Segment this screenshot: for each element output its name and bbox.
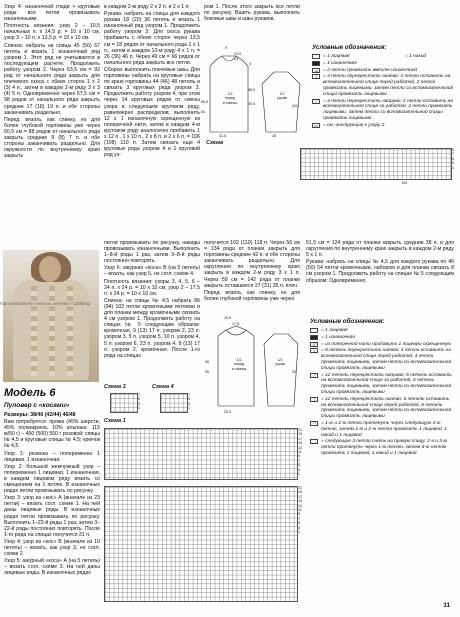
pattern-4: Узор 4: узор из «кос» В (вначале из 10 петель) – вязать, как узор 3, но согл. схеме 2. xyxy=(4,538,100,558)
text-column-bottom-right-b xyxy=(306,240,454,296)
pattern-ref-icon: ▭ xyxy=(312,123,320,128)
pattern-1: Узор 1: резинка – попеременно 1 лицевая, 1 изнаночная. xyxy=(4,450,100,463)
model-title: Модель 6 xyxy=(4,387,56,399)
cross-right-icon: ╱ xyxy=(312,99,320,104)
paragraph: Спинка: на спицы № 4,5 набрать 86 (94) 102 петли кромочными петлями и для планки между кромочными связать 4 см узором 1. Продолжить работу на спицах № 5 следующим образом: кромочная, 9 (13) 17 п. узором 2, 23 п. узором 3, 5 п. узором 5, 10 п. узором 4, 5 п. узором 6, 23 п. узором 4, 9 (13) 17 п. узором 2, кромочная. После 1-го ряда на спицах xyxy=(104,297,200,359)
paragraph: в каждом 2-м ряду 2 x 2 п. и 2 x 1 п. xyxy=(104,4,190,10)
schema-top-front-label: 1/2 перед и спинка xyxy=(222,92,238,105)
chart-ms-label: MS xyxy=(402,181,408,185)
legend-row: ⊿ = 2 петли провязать вместе изнаночной xyxy=(312,68,454,74)
legend-row: = 1 лицевая xyxy=(310,328,452,334)
paragraph: Узор 6: ажурная «коса» В (на 5 петель) – вязать, как узор 5, но согл. схеме 4. xyxy=(104,265,200,278)
schema-bottom-dim: 10,5 xyxy=(224,316,231,320)
lace-cable-b-icon: ◡ xyxy=(310,439,318,444)
schema-top-dim: (20) xyxy=(292,104,299,108)
schema-top-sleeve-label: 1/2 рукав xyxy=(277,92,287,101)
schema-2-chart xyxy=(104,486,298,602)
schema-top-dim: 13,5 xyxy=(234,52,241,56)
paragraph: Перед: вязать, как спинку, но для более глубокой горловины уже через xyxy=(204,289,300,302)
watermark-url: http://www.liveinternet.ru/users/4657118/blog/ xyxy=(0,301,91,306)
schema-top-label: Схема xyxy=(206,140,224,146)
text-column-model xyxy=(4,412,100,608)
schema-bottom-front: 1/2 перед и спинка xyxy=(231,358,247,371)
schema-4-chart xyxy=(160,393,188,413)
schema-4-label: Схема 4 xyxy=(152,384,174,390)
model-subtitle: Пуловер с «косами» xyxy=(4,402,70,409)
schema-top-dim: 4 xyxy=(249,62,251,66)
schema-bottom-dim: 23,5 xyxy=(224,410,231,414)
top-legend xyxy=(312,54,454,130)
text-column-top-right xyxy=(204,4,300,44)
schema-top-dim: 60,5 xyxy=(201,100,208,104)
legend-row: ╲ = 8 петель перекрестить налево: 4 петли оставить на вспомогательной спице перед работой, 4 петли провязать лицевыми, затем петли со вспомогательной спицы провязать лицевыми xyxy=(310,348,452,371)
purl-symbol-icon xyxy=(312,61,320,66)
small-chart-rows: 9 7 5 3 1 xyxy=(452,148,454,170)
legend-row: ╲ = 12 петель перекрестить налево: 6 петель оставить на вспомогательной спице перед работой, 6 петель провязать лицевыми, затем петли со вспомогательной спицы провязать лицевыми xyxy=(310,397,452,420)
paragraph: Перед: вязать, как спинку, но для более глубокой горловины уже через 60,5 см = 88 рядов от начального ряда закрыть средние 9 (8) 7 п. и обе стороны заканчивать раздельно. Для окружности по внутреннему краю закрыть xyxy=(4,116,100,160)
schema-top-dim: 9 xyxy=(225,46,227,50)
schema-1-label: Схема 1 xyxy=(104,418,126,424)
schema-top-dim: 13 xyxy=(234,57,238,61)
text-column-top-left xyxy=(4,4,100,242)
paragraph: 51,5 см = 124 ряда от планки закрыть средние 38 п. и для округления по внутреннему краю закрыть в каждом 2-м ряду 5 x 1 п. xyxy=(306,240,454,259)
purl-together-icon: ⊿ xyxy=(312,68,320,73)
legend-row: ╱ = 4 петли перекрестить направо: 2 петли оставить на вспомогательной спице за работой, 2 петли провязать лицевыми, затем петли со вспомогательной спицы провязать лицевыми xyxy=(312,99,454,122)
bottom-legend-title: Условные обозначения: xyxy=(310,318,385,325)
schema-top-dim: 64 xyxy=(201,110,205,114)
pattern-3: Узор 3: узор из «кос» А (вначале из 23 петли) – вязать согл. схеме 1. На ней даны лицевые ряды. В изнаночных рядах петли провязывать по рисунку. Выполнить 1–22-й ряды 1 раз, затем 3–22-й ряды постоянно повторять. После 1-го ряда на спицах получится 31 п. xyxy=(4,495,100,538)
schema-4-rows: 7 5 3 1 xyxy=(188,393,190,411)
nakid-legend: = 1 накид xyxy=(405,54,427,59)
schema-top-dim: 58,5 xyxy=(248,88,255,92)
schema-bottom-dim: 33 xyxy=(292,370,296,374)
legend-row: = 1 изнаночная xyxy=(310,335,452,341)
legend-row: Ⓡ = из поперечной нити прибавить 1 лицевую скрещенную xyxy=(312,341,452,347)
sizes-line: Размеры: 38/40 (42/44) 46/48 xyxy=(4,412,76,418)
paragraph: петли провязывать по рисунку, накиды провязывать изнаночными. Выполнить 1–8-й ряды 1 раз, затем 3–8-й ряды постоянно повторять. xyxy=(104,240,200,265)
paragraph: Плотность вязания: узоры 3, 4, 5, 6 – 24 п. x 24 р. = 10 x 10 см; узор 2 – 17,5 п. x 24 р. = 10 x 10 см. xyxy=(104,278,200,297)
lace-cable-a-icon: ◠ xyxy=(310,421,318,426)
knit-symbol-icon xyxy=(310,328,318,333)
schema-3-chart xyxy=(110,393,138,413)
legend-row: ◡ = следующие 3 петли снять на правую спицу, 2-я и 3-ю петли протянуть через 1-ю петлю, затем 3-ю петлю провязать 1 лицевой, 1 накид и 1 лицевой xyxy=(310,439,452,456)
cross-12-right-icon: ╱ xyxy=(310,373,318,378)
paragraph: Сборка: выполнить плечевые швы. Для горловины набрать на круговые спицы по краю горловины 44 (46) 48 петель и связать 3 круговых ряда узором 3. Продолжить работу узором 4, при этом через 14 круговых рядов от смены узора в следующем круговом ряду, равномерно распределив, выполнить 12 x 1 изнаночную скрещенную из поперечной нити, затем в каждом 4-м круговом ряду аналогично прибавить 1 x 12 п., 1 x 10 п., 2 x 8 п. и 2 x 6 п. = 106 (108) 110 п. Затем связать еще 4 круговых ряда узором 4 и 1 круговой ряд уз- xyxy=(104,66,200,159)
text-column-bottom-mid xyxy=(104,240,200,380)
text-column-bottom-right-a xyxy=(204,240,300,316)
schema-top-dim: 18 xyxy=(272,134,276,138)
cross-left-icon: ╲ xyxy=(312,74,320,79)
knit-symbol-icon xyxy=(312,54,320,59)
schema-bottom-dim: 59 xyxy=(205,370,209,374)
pattern-2: Узор 2: большой жемчужный узор – попеременно 1 лицевая, 1 изнаночная, в каждом лицевом ряду вязать со смещением на 1 петлю. В изнаночных рядах петли провязывать по рисунку. xyxy=(4,463,100,495)
schema-1-rows: 21 19 17 15 13 11 9 7 5 3 1 xyxy=(298,428,302,477)
legend-row: ╲ = 4 петли перекрестить налево: 2 петли оставить на вспомогательной спице перед работой, 2 петли провязать лицевыми, затем петли со вспомогательной спицы провязать лицевыми xyxy=(312,74,454,97)
legend-row: ◠ = 1-ю и 2-ю петли протянуть через следующую 3-ю петлю, затем 1-ю и 2-ю петли провязать 1 лицевой, 1 накид и 1 лицевой xyxy=(310,421,452,438)
schema-bottom-dim: 56 xyxy=(205,360,209,364)
materials: Вам потребуется: пряжа (45% шерсти, 45% полиакрила, 10% альпака; 115 м/50 г) – 450 (500) 550 г розовой; спицы № 4,5 и круговые спицы № 4,5; крючок № 4,5. xyxy=(4,419,100,450)
paragraph: Рукава: набрать на спицы для каждого рукава 18 (20) 36 петель и вязать 1 изнаночный ряд узором 1. Продолжить работу узором 3. Для скоса рукава прибавить с обеих сторон через 13,5 см = 18 рядов от начального ряда 1 x 1 п., затем в каждом 10-м ряду 4 x 1 п. = 26 (36) 46 п. Через 49 см = 66 рядов от начального ряда закрыть все петли. xyxy=(104,11,200,66)
cross-8-left-icon: ╲ xyxy=(310,348,318,353)
legend-row: = 1 лицевая xyxy=(312,54,454,60)
paragraph: получится 102 (110) 118 п. Через 56 см = 134 ряда от планки закрыть для горловины средние 42 п. и обе стороны заканчивать раздельно. Для округления по внутреннему краю закрыть в каждом 2-м ряду 3 x 1 п. Через 59 см = 142 ряда от планки закрыть оставшиеся 27 (31) 35 п. плеч. xyxy=(204,240,300,289)
increase-icon: Ⓡ xyxy=(312,341,316,347)
schema-bottom-sleeve: 1/2 рукав xyxy=(275,358,285,367)
paragraph: Спинка: набрать на спицы 45 (56) 67 петель и вязать 1 изнаночный ряд узором 1. Этот ряд не учитывается в последующем расчете. Продолжить работу узором 2. Через 63,5 см = 92 ряд от начального ряда закрыть для плечевого скоса с обеих сторон 1 x 2 (3) 4 п., затем в каждом 2-м ряду 3 x 3 (4) 5 п. Одновременно через 67,5 см = 98 рядов от начального ряда закрыть средние 17 (18) 19 п. и обе стороны заканчивать раздельно. xyxy=(4,42,100,116)
paragraph: Плотность вязания: узор 2 – 10,5 начальных п. x 14,5 р. = 10 x 10 см, узор 3 – 10 п. x 13,5 р. = 10 x 10 см. xyxy=(4,23,100,42)
page-number: 31 xyxy=(443,603,450,609)
schema-bottom-dim: 17,5 xyxy=(232,322,239,326)
schema-1-chart xyxy=(104,428,298,480)
schema-3-rows: 7 5 3 1 xyxy=(138,393,140,411)
pattern-chart-small xyxy=(300,148,452,180)
schema-3-label: Схема 3 xyxy=(104,384,126,390)
bottom-legend xyxy=(310,328,452,458)
schema-top-dim: 40,5 xyxy=(248,102,255,106)
paragraph: Рукава: набрать на спицы № 4,5 для каждого рукава по 46 (50) 54 петли кромочными, набором и для планки связать 8 см узором 1. Продолжить работу на спицах № 5 следующим образом: Одновременно xyxy=(306,259,454,284)
top-legend-title: Условные обозначения: xyxy=(312,44,387,51)
legend-row: ╱ = 12 петель перекрестить направо: 6 петель оставить на вспомогательной спице за работой, 6 петель провязать лицевыми, затем петли со вспомогательной спицы провязать лицевыми xyxy=(310,373,452,396)
text-column-top-mid xyxy=(104,4,200,242)
model-photo xyxy=(3,250,99,382)
purl-symbol-icon xyxy=(310,335,318,340)
paragraph: ром 1. После этого закрыть все петли по рисунку. Вшить рукава, выполнить боковые швы и швы рукавов. xyxy=(204,4,300,23)
paragraph: Узор 4: изнаночной глади + круговые ряды: все петли провязывать изнаночными. xyxy=(4,4,100,23)
schema-2-rows: 21 19 17 15 13 11 9 7 5 3 1 xyxy=(298,486,302,535)
pattern-5: Узор 5: ажурный «коса» А (на 5 петель) – вязать согл. схеме 3. На ней даны лицевые ряды. В изнаночных рядах xyxy=(4,558,100,577)
schema-top-dim: 31,5 xyxy=(219,134,226,138)
legend-row: = 1 изнаночная xyxy=(312,61,454,67)
cross-12-left-icon: ╲ xyxy=(310,397,318,402)
legend-row: ▭ = см. инструкцию к узору 2 xyxy=(312,123,454,129)
